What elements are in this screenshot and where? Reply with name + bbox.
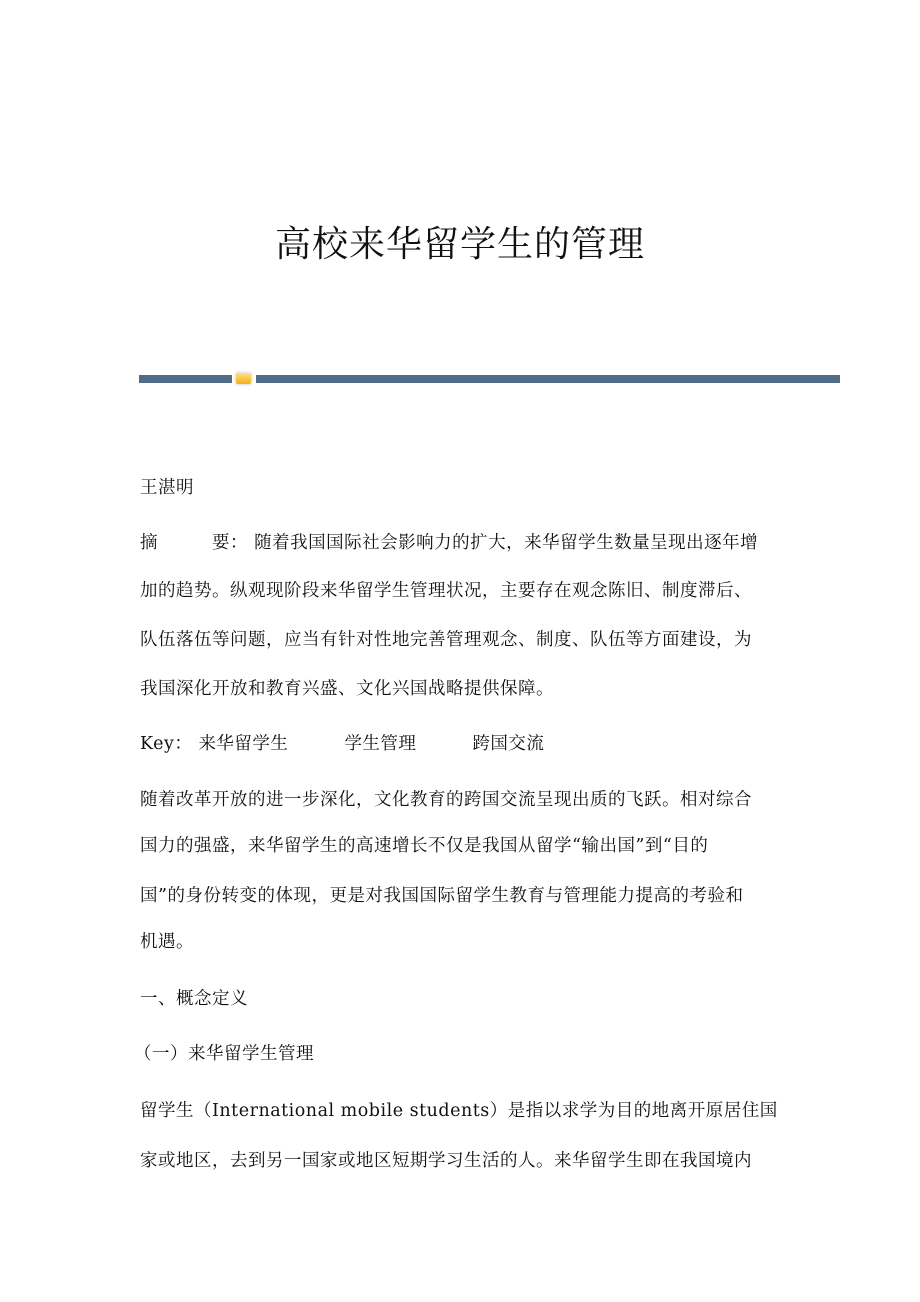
keywords: Key： 来华留学生 学生管理 跨国交流 xyxy=(140,734,545,754)
intro-line: 随着改革开放的进一步深化，文化教育的跨国交流呈现出质的飞跃。相对综合 xyxy=(140,790,752,810)
section-heading: 一、概念定义 xyxy=(140,989,248,1009)
divider-right xyxy=(256,375,840,383)
keyword: 学生管理 xyxy=(344,734,417,754)
intro-line: 国力的强盛，来华留学生的高速增长不仅是我国从留学“输出国”到“目的 xyxy=(140,836,709,856)
intro-line: 机遇。 xyxy=(140,932,194,952)
divider-ornament-icon xyxy=(236,373,251,384)
abstract-label: 摘 要： xyxy=(140,533,248,553)
document-title: 高校来华留学生的管理 xyxy=(274,224,645,265)
keyword: 来华留学生 xyxy=(198,734,289,754)
abstract-line: 加的趋势。纵观现阶段来华留学生管理状况，主要存在观念陈旧、制度滞后、 xyxy=(140,581,752,601)
intro-line: 国”的身份转变的体现，更是对我国国际留学生教育与管理能力提高的考验和 xyxy=(140,886,744,906)
author: 王湛明 xyxy=(140,478,194,498)
keyword: 跨国交流 xyxy=(472,734,545,754)
subsection-heading: （一）来华留学生管理 xyxy=(134,1044,314,1064)
abstract-line: 队伍落伍等问题，应当有针对性地完善管理观念、制度、队伍等方面建设，为 xyxy=(140,630,752,650)
divider-left xyxy=(139,375,232,383)
body-line: 留学生（International mobile students）是指以求学为目的地离开原居住国 xyxy=(140,1101,778,1121)
abstract-line: 摘 要： 随着我国国际社会影响力的扩大，来华留学生数量呈现出逐年增 xyxy=(140,533,759,553)
body-line: 家或地区，去到另一国家或地区短期学习生活的人。来华留学生即在我国境内 xyxy=(140,1151,752,1171)
abstract-line: 我国深化开放和教育兴盛、文化兴国战略提供保障。 xyxy=(140,679,554,699)
